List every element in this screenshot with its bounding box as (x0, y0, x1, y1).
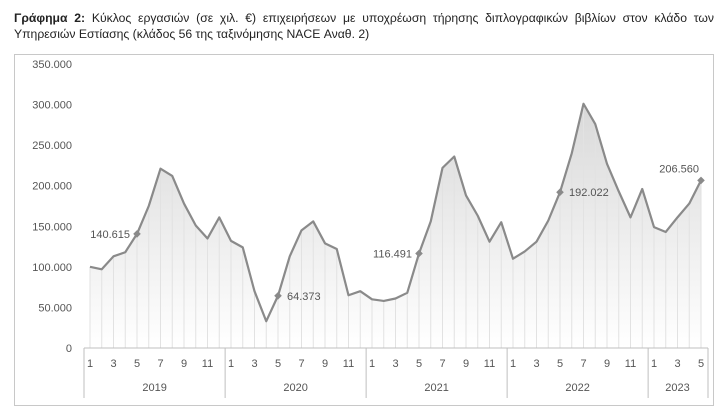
x-tick-label: 1 (86, 358, 94, 370)
caption-text: Κύκλος εργασιών (σε χιλ. €) επιχειρήσεων με υποχρέωση τήρησης διπλογραφικών βιβλίων στον κλάδο των Υπηρεσιών Εστίασης (κλάδος 56 της ταξινόμησης NACE Αναθ. 2) (14, 11, 714, 41)
data-point-marker (697, 177, 705, 185)
x-tick-label: 1 (368, 358, 376, 370)
y-tick-label: 250.000 (32, 140, 72, 153)
data-label: 116.491 (373, 248, 412, 261)
x-tick-label: 3 (251, 358, 258, 370)
y-tick-label: 50.000 (38, 302, 72, 315)
x-tick-label: 1 (509, 358, 517, 370)
x-tick-label: 1 (650, 358, 658, 370)
y-tick-label: 350.000 (32, 59, 72, 71)
y-tick-label: 200.000 (32, 180, 72, 193)
x-tick-label: 5 (556, 358, 564, 370)
x-tick-label: 3 (674, 358, 681, 370)
x-tick-label: 9 (462, 358, 470, 370)
x-tick-label: 7 (157, 358, 164, 370)
x-tick-label: 11 (624, 358, 637, 370)
year-label: 2021 (424, 382, 449, 394)
x-tick-label: 5 (697, 358, 705, 370)
caption-prefix: Γράφημα 2: (14, 11, 86, 25)
data-label: 140.615 (90, 228, 130, 241)
y-tick-label: 150.000 (32, 221, 72, 234)
y-tick-label: 100.000 (32, 261, 72, 274)
x-tick-label: 5 (274, 358, 282, 370)
year-label: 2019 (142, 382, 167, 394)
x-tick-label: 5 (415, 358, 423, 370)
x-tick-label: 3 (110, 358, 117, 370)
x-tick-label: 1 (227, 358, 235, 370)
y-tick-label: 0 (65, 343, 72, 355)
x-tick-label: 3 (533, 358, 540, 370)
x-tick-label: 11 (483, 358, 496, 370)
x-tick-label: 11 (201, 358, 214, 370)
x-tick-label: 3 (392, 358, 399, 370)
x-tick-label: 11 (342, 358, 355, 370)
x-tick-label: 7 (298, 358, 305, 370)
x-tick-label: 9 (603, 358, 611, 370)
x-tick-label: 5 (133, 358, 141, 370)
x-tick-label: 9 (321, 358, 329, 370)
x-tick-label: 7 (439, 358, 446, 370)
x-tick-label: 7 (580, 358, 587, 370)
year-label: 2023 (665, 382, 690, 394)
x-tick-label: 9 (180, 358, 188, 370)
data-label: 192.022 (569, 187, 609, 200)
year-label: 2022 (565, 382, 590, 394)
year-label: 2020 (283, 382, 308, 394)
data-label: 206.560 (659, 163, 699, 176)
data-label: 64.373 (287, 290, 321, 303)
y-tick-label: 300.000 (32, 99, 72, 112)
